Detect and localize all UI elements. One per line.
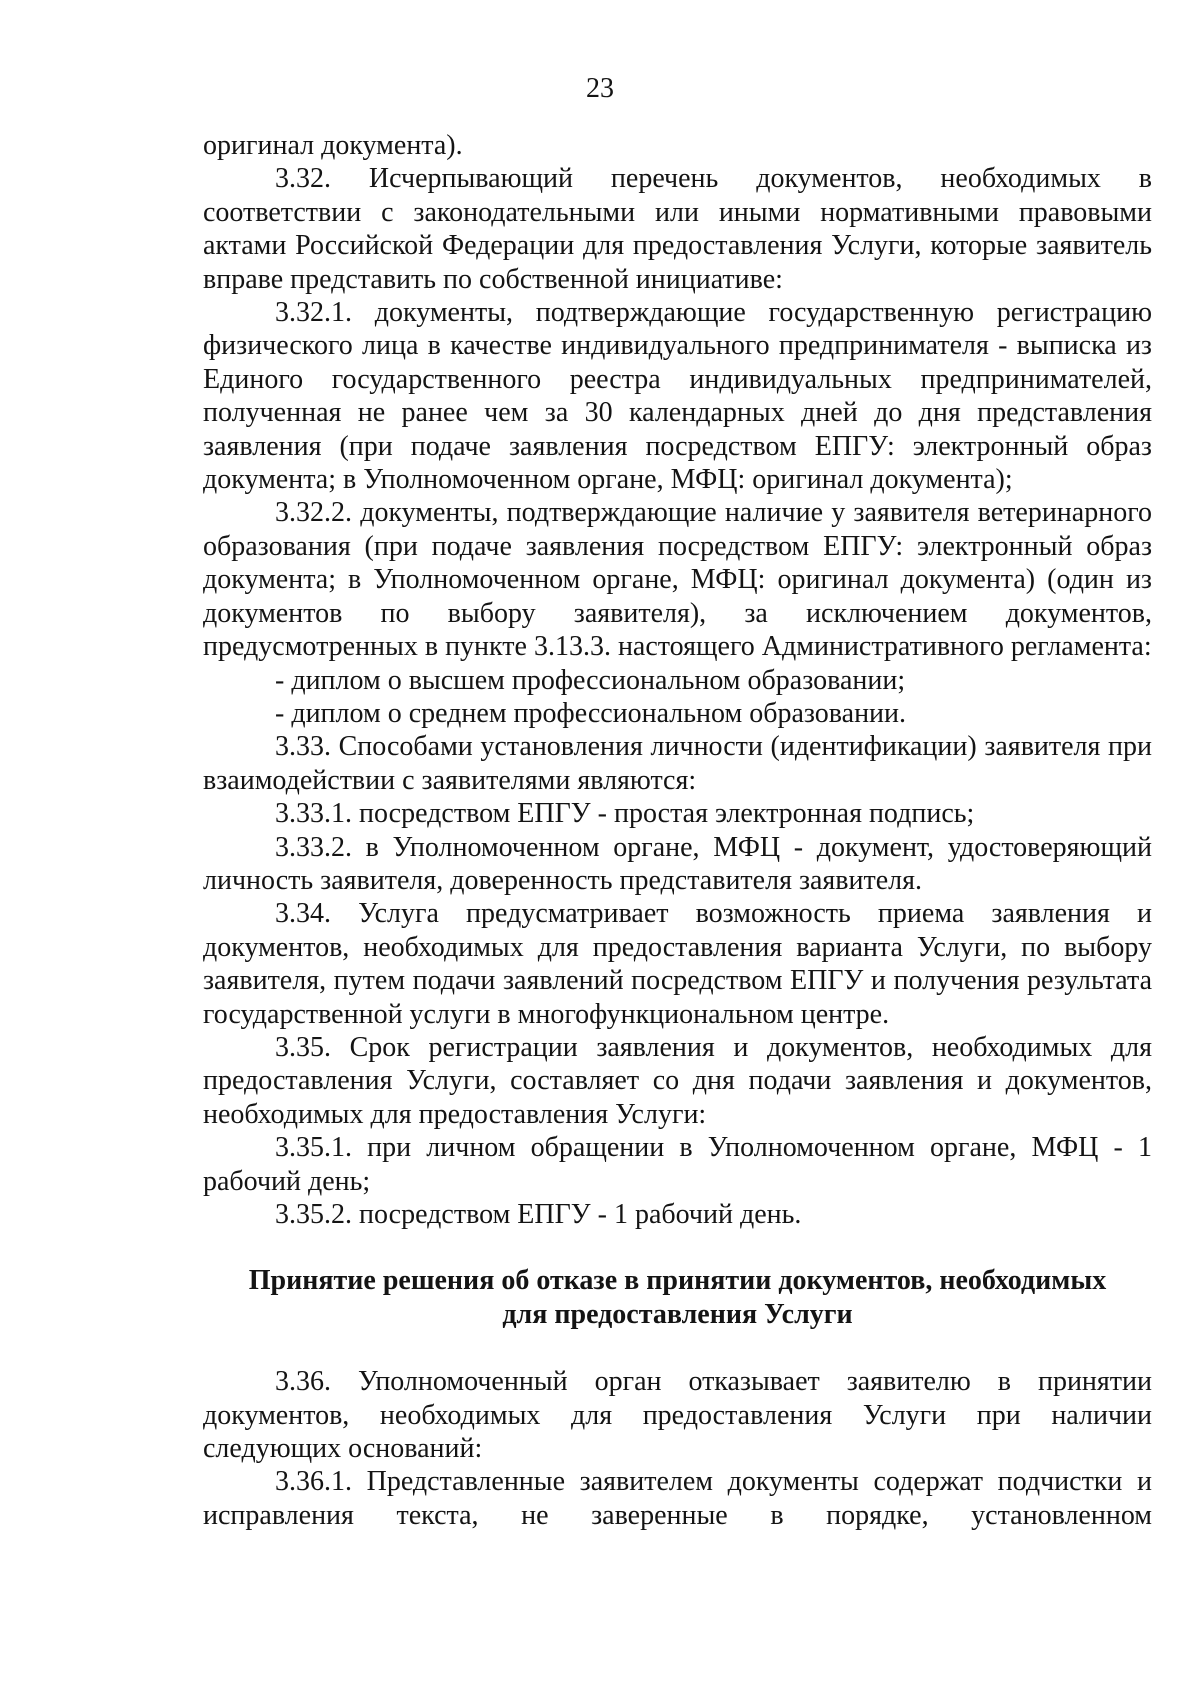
paragraph-3-35: 3.35. Срок регистрации заявления и документов, необходимых для предоставления Услуги, составляет со дня подачи заявления и документов, необходимых для предоставления Услуги: <box>203 1031 1152 1130</box>
list-item-secondary-diploma: - диплом о среднем профессиональном образовании. <box>275 697 907 729</box>
paragraph-3-36-1: 3.36.1. Представленные заявителем документы содержат подчистки и исправления текста, не заверенные в порядке, установленном <box>203 1466 1152 1531</box>
section-heading <box>203 1264 1152 1331</box>
paragraph-3-32-2: 3.32.2. документы, подтверждающие наличие у заявителя ветеринарного образования (при подаче заявления посредством ЕПГУ: электронный образ документа; в Уполномоченном органе, МФЦ: оригинал документа) (один из документов по выбору заявителя), за исключением документов, предусмотренных в пункте 3.13.3. настоящего Административного регламента: <box>203 497 1152 663</box>
paragraph: оригинал документа). <box>203 130 463 161</box>
section-heading-line-1: Принятие решения об отказе в принятии документов, необходимых <box>248 1265 1107 1297</box>
paragraph-3-32-1: 3.32.1. документы, подтверждающие государственную регистрацию физического лица в качестве индивидуального предпринимателя - выписка из Единого государственного реестра индивидуальных предпринимателей, полученная не ранее чем за 30 календарных дней до дня представления заявления (при подаче заявления посредством ЕПГУ: электронный образ документа; в Уполномоченном органе, МФЦ: оригинал документа); <box>203 297 1152 496</box>
paragraph-3-33-2: 3.33.2. в Уполномоченном органе, МФЦ - документ, удостоверяющий личность заявителя, доверенность представителя заявителя. <box>203 831 1152 896</box>
paragraph-3-33-1: 3.33.1. посредством ЕПГУ - простая электронная подпись; <box>275 798 975 830</box>
list-item-higher-diploma: - диплом о высшем профессиональном образовании; <box>275 664 906 696</box>
paragraph-3-32: 3.32. Исчерпывающий перечень документов, необходимых в соответствии с законодательными или иными нормативными правовыми актами Российской Федерации для предоставления Услуги, которые заявитель вправе представить по собственной инициативе: <box>203 163 1152 295</box>
section-heading-line-2: для предоставления Услуги <box>502 1298 853 1330</box>
paragraph-3-35-1: 3.35.1. при личном обращении в Уполномоченном органе, МФЦ - 1 рабочий день; <box>203 1132 1152 1197</box>
page-number: 23 <box>586 73 614 104</box>
document-body <box>203 129 1152 1532</box>
paragraph-3-34: 3.34. Услуга предусматривает возможность приема заявления и документов, необходимых для предоставления варианта Услуги, по выбору заявителя, путем подачи заявлений посредством ЕПГУ и получения результата государственной услуги в многофункциональном центре. <box>203 898 1152 1030</box>
paragraph-3-36: 3.36. Уполномоченный орган отказывает заявителю в принятии документов, необходимых для предоставления Услуги при наличии следующих оснований: <box>203 1366 1152 1465</box>
paragraph-3-35-2: 3.35.2. посредством ЕПГУ - 1 рабочий день. <box>275 1199 802 1230</box>
paragraph-3-33: 3.33. Способами установления личности (идентификации) заявителя при взаимодействии с заявителями являются: <box>203 731 1152 796</box>
